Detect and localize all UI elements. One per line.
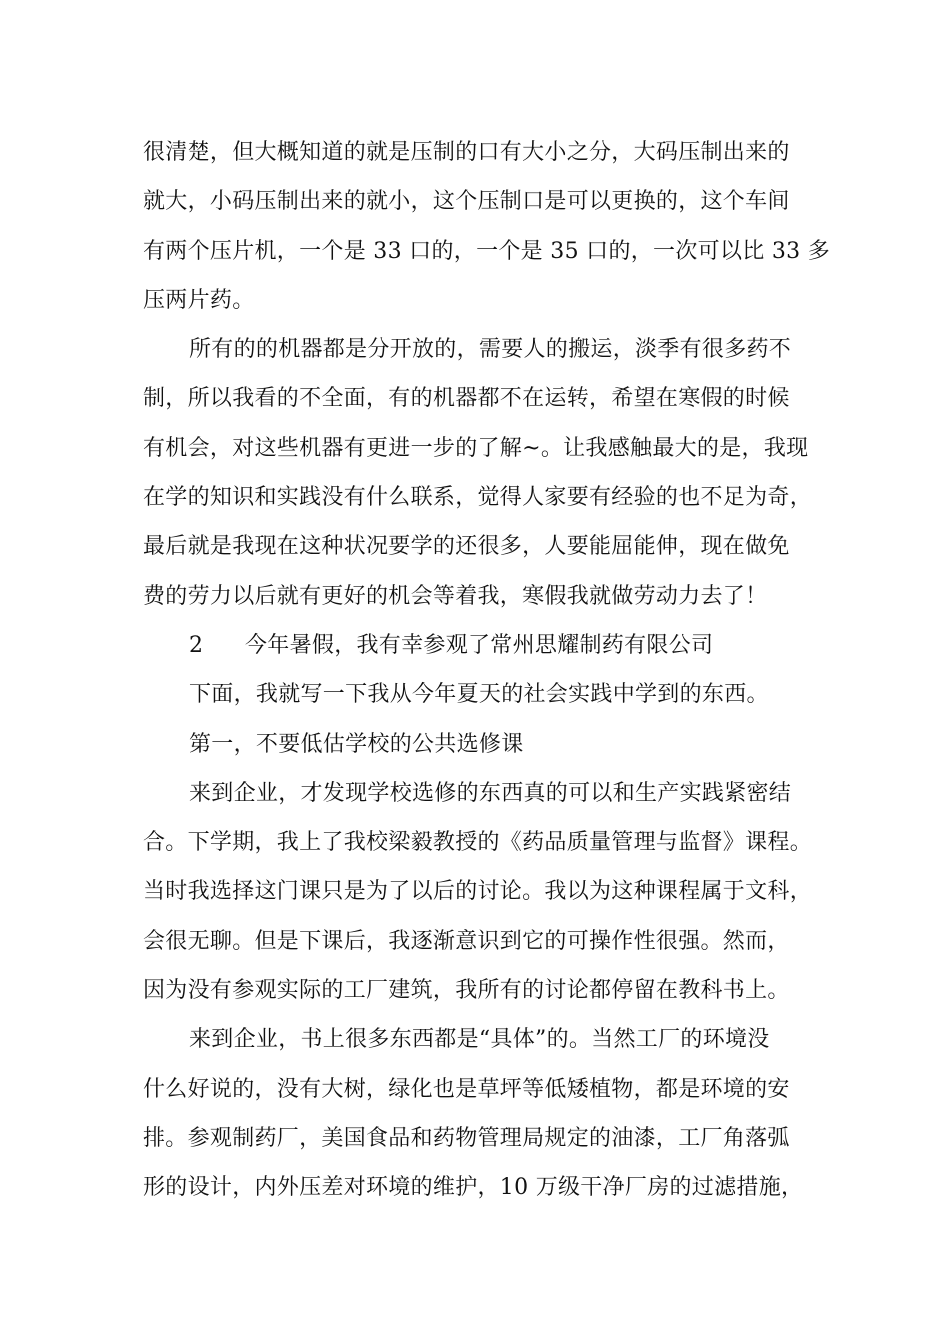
paragraph-first-line: 来到企业，才发现学校选修的东西真的可以和生产实践紧密结 — [189, 780, 792, 806]
paragraph-first-line: 来到企业，书上很多东西都是“具体”的。当然工厂的环境没 — [189, 1027, 770, 1053]
text-line: 会很无聊。但是下课后，我逐渐意识到它的可操作性很强。然而， — [143, 928, 790, 954]
document-body — [143, 128, 831, 1213]
section-title: 今年暑假，我有幸参观了常州思耀制药有限公司 — [245, 632, 714, 658]
text-line: 合。下学期，我上了我校梁毅教授的《药品质量管理与监督》课程。 — [143, 830, 813, 856]
paragraph-first-line: 所有的的机器都是分开放的，需要人的搬运，淡季有很多药不 — [189, 337, 792, 363]
text-line: 有两个压片机，一个是 33 口的，一个是 35 口的，一次可以比 33 多 — [143, 238, 831, 264]
text-line: 最后就是我现在这种状况要学的还很多，人要能屈能伸，现在做免 — [143, 534, 790, 560]
text-line: 排。参观制药厂，美国食品和药物管理局规定的油漆，工厂角落弧 — [143, 1125, 790, 1151]
text-line: 当时我选择这门课只是为了以后的讨论。我以为这种课程属于文科， — [143, 879, 813, 905]
text-line: 制，所以我看的不全面，有的机器都不在运转，希望在寒假的时候 — [143, 386, 790, 412]
text-line: 形的设计，内外压差对环境的维护，10 万级干净厂房的过滤措施， — [143, 1175, 804, 1201]
text-line: 有机会，对这些机器有更进一步的了解~。让我感触最大的是，我现 — [143, 435, 809, 461]
text-line: 费的劳力以后就有更好的机会等着我，寒假我就做劳动力去了！ — [143, 583, 768, 609]
section-number: 2 — [189, 632, 204, 658]
paragraph-first-line: 下面，我就写一下我从今年夏天的社会实践中学到的东西。 — [189, 682, 769, 708]
text-line: 在学的知识和实践没有什么联系，觉得人家要有经验的也不足为奇， — [143, 485, 813, 511]
text-line: 什么好说的，没有大树，绿化也是草坪等低矮植物，都是环境的安 — [143, 1076, 790, 1102]
section-heading — [143, 621, 808, 670]
text-line: 很清楚，但大概知道的就是压制的口有大小之分，大码压制出来的 — [143, 140, 790, 165]
text-line: 就大，小码压制出来的就小，这个压制口是可以更换的，这个车间 — [143, 189, 790, 215]
subheading: 第一，不要低估学校的公共选修课 — [189, 731, 524, 757]
text-line: 因为没有参观实际的工厂建筑，我所有的讨论都停留在教科书上。 — [143, 978, 790, 1004]
text-line: 压两片药。 — [143, 287, 255, 313]
